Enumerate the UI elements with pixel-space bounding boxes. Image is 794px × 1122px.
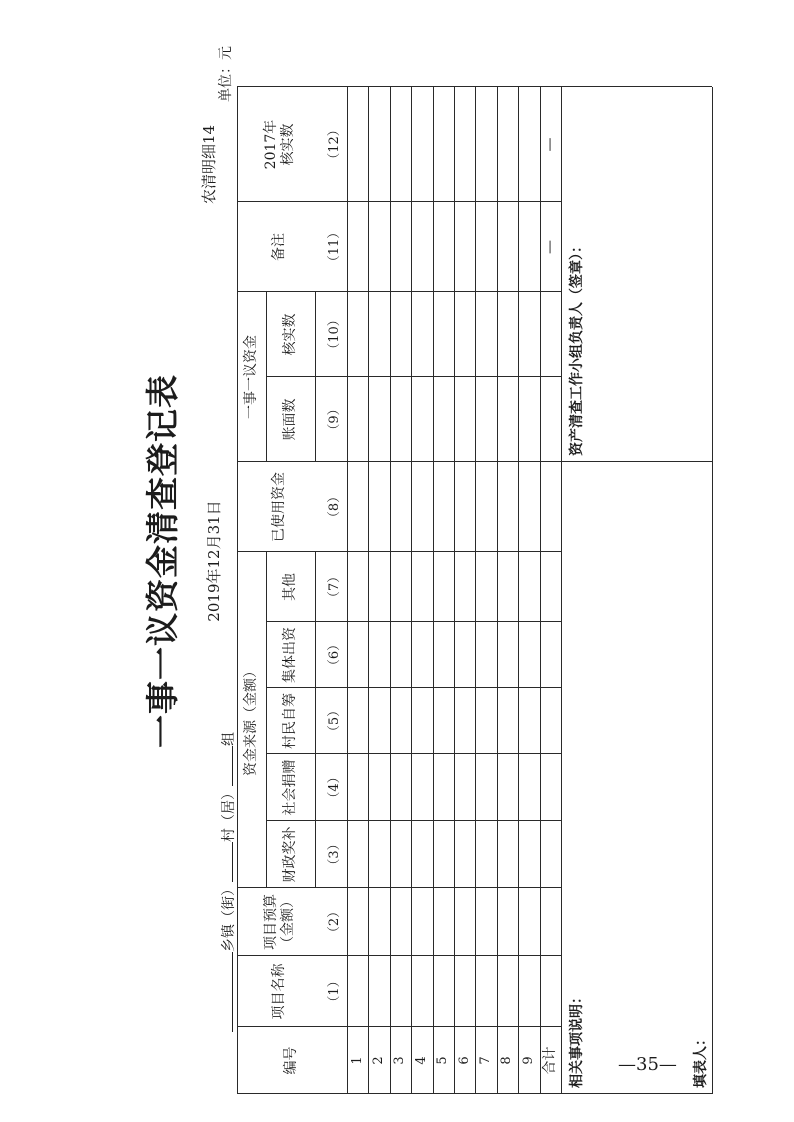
row-number: 8 bbox=[499, 1056, 515, 1065]
data-cell[interactable] bbox=[541, 463, 560, 551]
data-cell[interactable] bbox=[519, 293, 538, 376]
data-cell[interactable] bbox=[434, 203, 453, 291]
data-cell[interactable] bbox=[476, 378, 495, 461]
data-cell[interactable] bbox=[412, 203, 431, 291]
unit-label: 单位：元 bbox=[218, 46, 234, 102]
data-cell[interactable] bbox=[455, 553, 474, 621]
data-cell[interactable] bbox=[455, 957, 474, 1026]
header-villager: 村民自筹 bbox=[281, 693, 298, 749]
data-cell[interactable] bbox=[434, 88, 453, 201]
data-cell[interactable] bbox=[519, 623, 538, 687]
data-cell[interactable] bbox=[476, 889, 495, 955]
col-number-8: （8） bbox=[326, 489, 342, 525]
data-cell[interactable] bbox=[541, 889, 560, 955]
data-cell[interactable] bbox=[519, 88, 538, 201]
data-cell[interactable] bbox=[498, 755, 517, 820]
data-cell[interactable] bbox=[348, 463, 367, 551]
col-number-4: （4） bbox=[326, 770, 342, 805]
data-cell[interactable] bbox=[519, 378, 538, 461]
data-cell[interactable] bbox=[391, 957, 410, 1026]
col-number-10: （10） bbox=[326, 313, 342, 356]
data-cell[interactable] bbox=[412, 689, 431, 753]
data-cell[interactable] bbox=[412, 755, 431, 820]
data-cell[interactable] bbox=[519, 463, 538, 551]
data-cell[interactable] bbox=[498, 203, 517, 291]
data-cell[interactable] bbox=[519, 553, 538, 621]
data-cell[interactable] bbox=[541, 957, 560, 1026]
data-cell[interactable] bbox=[455, 463, 474, 551]
data-cell[interactable] bbox=[541, 822, 560, 887]
col-number-1: （1） bbox=[326, 974, 342, 1009]
data-cell[interactable] bbox=[348, 623, 367, 687]
header-project-name: 项目名称 bbox=[271, 963, 288, 1020]
data-cell[interactable] bbox=[519, 203, 538, 291]
data-cell[interactable] bbox=[391, 203, 410, 291]
data-cell[interactable] bbox=[348, 689, 367, 753]
data-cell[interactable] bbox=[369, 463, 388, 551]
col-number-2: （2） bbox=[326, 904, 342, 940]
data-cell[interactable] bbox=[434, 623, 453, 687]
village-label: 村（居） bbox=[221, 786, 237, 842]
data-cell[interactable] bbox=[412, 293, 431, 376]
data-cell[interactable] bbox=[369, 755, 388, 820]
header-used-funds: 已使用资金 bbox=[271, 472, 288, 542]
row-number: 2 bbox=[370, 1056, 386, 1065]
data-cell[interactable] bbox=[391, 463, 410, 551]
total-remark: — bbox=[541, 240, 558, 254]
data-cell[interactable] bbox=[476, 293, 495, 376]
col-number-3: （3） bbox=[326, 837, 342, 872]
data-cell[interactable] bbox=[455, 88, 474, 201]
data-cell[interactable] bbox=[412, 88, 431, 201]
header-fiscal: 财政奖补 bbox=[281, 826, 298, 883]
data-cell[interactable] bbox=[434, 553, 453, 621]
data-cell[interactable] bbox=[412, 822, 431, 887]
data-cell[interactable] bbox=[369, 203, 388, 291]
row-number: 5 bbox=[435, 1056, 451, 1065]
data-cell[interactable] bbox=[369, 378, 388, 461]
data-cell[interactable] bbox=[434, 755, 453, 820]
data-cell[interactable] bbox=[519, 755, 538, 820]
row-number: 9 bbox=[520, 1056, 536, 1065]
data-cell[interactable] bbox=[498, 553, 517, 621]
header-yishi-group: 一事一议资金 bbox=[242, 335, 259, 419]
form-code: 农清明细14 bbox=[200, 124, 218, 204]
data-cell[interactable] bbox=[391, 689, 410, 753]
header-source-group: 资金来源（金额） bbox=[242, 664, 259, 776]
form-date: 2019年12月31日 bbox=[205, 500, 223, 622]
data-cell[interactable] bbox=[369, 689, 388, 753]
row-rule bbox=[561, 87, 562, 1094]
data-cell[interactable] bbox=[391, 889, 410, 955]
data-cell[interactable] bbox=[476, 88, 495, 201]
col-number-7: （7） bbox=[326, 569, 342, 605]
data-cell[interactable] bbox=[391, 293, 410, 376]
data-cell[interactable] bbox=[434, 378, 453, 461]
data-cell[interactable] bbox=[541, 755, 560, 820]
data-cell[interactable] bbox=[455, 378, 474, 461]
col-number-9: （9） bbox=[326, 402, 342, 437]
data-cell[interactable] bbox=[369, 293, 388, 376]
data-cell[interactable] bbox=[434, 889, 453, 955]
col-number-12: （12） bbox=[326, 123, 342, 166]
data-cell[interactable] bbox=[434, 822, 453, 887]
data-cell[interactable] bbox=[391, 623, 410, 687]
data-cell[interactable] bbox=[541, 293, 560, 376]
data-cell[interactable] bbox=[348, 553, 367, 621]
data-cell[interactable] bbox=[391, 755, 410, 820]
data-cell[interactable] bbox=[455, 889, 474, 955]
data-cell[interactable] bbox=[498, 378, 517, 461]
data-cell[interactable] bbox=[391, 553, 410, 621]
data-cell[interactable] bbox=[348, 889, 367, 955]
data-cell[interactable] bbox=[348, 293, 367, 376]
total-label: 合计 bbox=[541, 1046, 558, 1075]
total-2017: — bbox=[541, 137, 558, 152]
data-cell[interactable] bbox=[519, 957, 538, 1026]
data-cell[interactable] bbox=[541, 689, 560, 753]
header-remark: 备注 bbox=[271, 233, 288, 261]
data-cell[interactable] bbox=[476, 463, 495, 551]
data-cell[interactable] bbox=[476, 755, 495, 820]
data-cell[interactable] bbox=[369, 553, 388, 621]
row-number: 3 bbox=[392, 1056, 408, 1065]
header-verified-2017: 2017年 核实数 bbox=[262, 119, 296, 170]
header-verified-amount: 核实数 bbox=[281, 313, 298, 356]
data-cell[interactable] bbox=[476, 689, 495, 753]
data-cell[interactable] bbox=[348, 957, 367, 1026]
header-book-amount: 账面数 bbox=[281, 398, 298, 441]
header-rule bbox=[315, 292, 316, 462]
header-collective: 集体出资 bbox=[281, 627, 298, 683]
data-cell[interactable] bbox=[498, 689, 517, 753]
data-cell[interactable] bbox=[348, 822, 367, 887]
data-cell[interactable] bbox=[412, 378, 431, 461]
header-no: 编号 bbox=[283, 1046, 300, 1075]
data-cell[interactable] bbox=[498, 889, 517, 955]
data-cell[interactable] bbox=[412, 553, 431, 621]
page-number: —35— bbox=[618, 1054, 677, 1075]
data-cell[interactable] bbox=[455, 203, 474, 291]
data-cell[interactable] bbox=[498, 293, 517, 376]
data-cell[interactable] bbox=[476, 957, 495, 1026]
table-bottom-border bbox=[712, 87, 713, 1094]
row-number: 6 bbox=[456, 1056, 472, 1065]
data-cell[interactable] bbox=[391, 378, 410, 461]
data-cell[interactable] bbox=[369, 88, 388, 201]
data-cell[interactable] bbox=[391, 88, 410, 201]
footer-divider bbox=[561, 461, 712, 462]
data-cell[interactable] bbox=[498, 88, 517, 201]
data-cell[interactable] bbox=[498, 623, 517, 687]
data-cell[interactable] bbox=[434, 293, 453, 376]
row-number: 1 bbox=[349, 1056, 365, 1065]
data-cell[interactable] bbox=[519, 689, 538, 753]
data-cell[interactable] bbox=[348, 755, 367, 820]
data-cell[interactable] bbox=[455, 822, 474, 887]
data-cell[interactable] bbox=[498, 957, 517, 1026]
group-label: 组 bbox=[221, 732, 237, 746]
data-cell[interactable] bbox=[455, 755, 474, 820]
data-cell[interactable] bbox=[348, 88, 367, 201]
filler-label: 填表人： bbox=[693, 1032, 709, 1088]
data-cell[interactable] bbox=[369, 889, 388, 955]
data-cell[interactable] bbox=[541, 378, 560, 461]
data-cell[interactable] bbox=[498, 463, 517, 551]
data-cell[interactable] bbox=[434, 689, 453, 753]
col-number-5: （5） bbox=[326, 703, 342, 739]
data-cell[interactable] bbox=[455, 623, 474, 687]
data-cell[interactable] bbox=[348, 203, 367, 291]
data-cell[interactable] bbox=[455, 689, 474, 753]
data-cell[interactable] bbox=[369, 957, 388, 1026]
data-cell[interactable] bbox=[412, 463, 431, 551]
town-label: 乡镇（街） bbox=[221, 882, 237, 952]
data-cell[interactable] bbox=[498, 822, 517, 887]
data-cell[interactable] bbox=[541, 623, 560, 687]
data-cell[interactable] bbox=[476, 623, 495, 687]
data-cell[interactable] bbox=[541, 553, 560, 621]
row-number: 7 bbox=[477, 1056, 493, 1065]
col-number-11: （11） bbox=[326, 225, 342, 269]
data-cell[interactable] bbox=[519, 889, 538, 955]
data-cell[interactable] bbox=[519, 822, 538, 887]
header-other: 其他 bbox=[281, 573, 298, 601]
data-cell[interactable] bbox=[348, 378, 367, 461]
col-number-6: （6） bbox=[326, 637, 342, 673]
data-cell[interactable] bbox=[412, 623, 431, 687]
leader-signature-label: 资产清查工作小组负责人（签章）： bbox=[569, 239, 585, 456]
data-cell[interactable] bbox=[476, 553, 495, 621]
data-cell[interactable] bbox=[434, 463, 453, 551]
data-cell[interactable] bbox=[412, 957, 431, 1026]
data-cell[interactable] bbox=[434, 957, 453, 1026]
data-cell[interactable] bbox=[412, 889, 431, 955]
notes-label: 相关事项说明： bbox=[569, 990, 585, 1088]
data-cell[interactable] bbox=[455, 293, 474, 376]
data-cell[interactable] bbox=[391, 822, 410, 887]
row-number: 4 bbox=[413, 1056, 429, 1065]
header-budget: 项目预算 （金额） bbox=[262, 894, 296, 950]
data-cell[interactable] bbox=[476, 822, 495, 887]
header-rule bbox=[315, 552, 316, 888]
form-title: 一事一议资金清查登记表 bbox=[143, 374, 182, 748]
data-cell[interactable] bbox=[369, 623, 388, 687]
data-cell[interactable] bbox=[369, 822, 388, 887]
data-cell[interactable] bbox=[476, 203, 495, 291]
header-social: 社会捐赠 bbox=[281, 759, 298, 816]
